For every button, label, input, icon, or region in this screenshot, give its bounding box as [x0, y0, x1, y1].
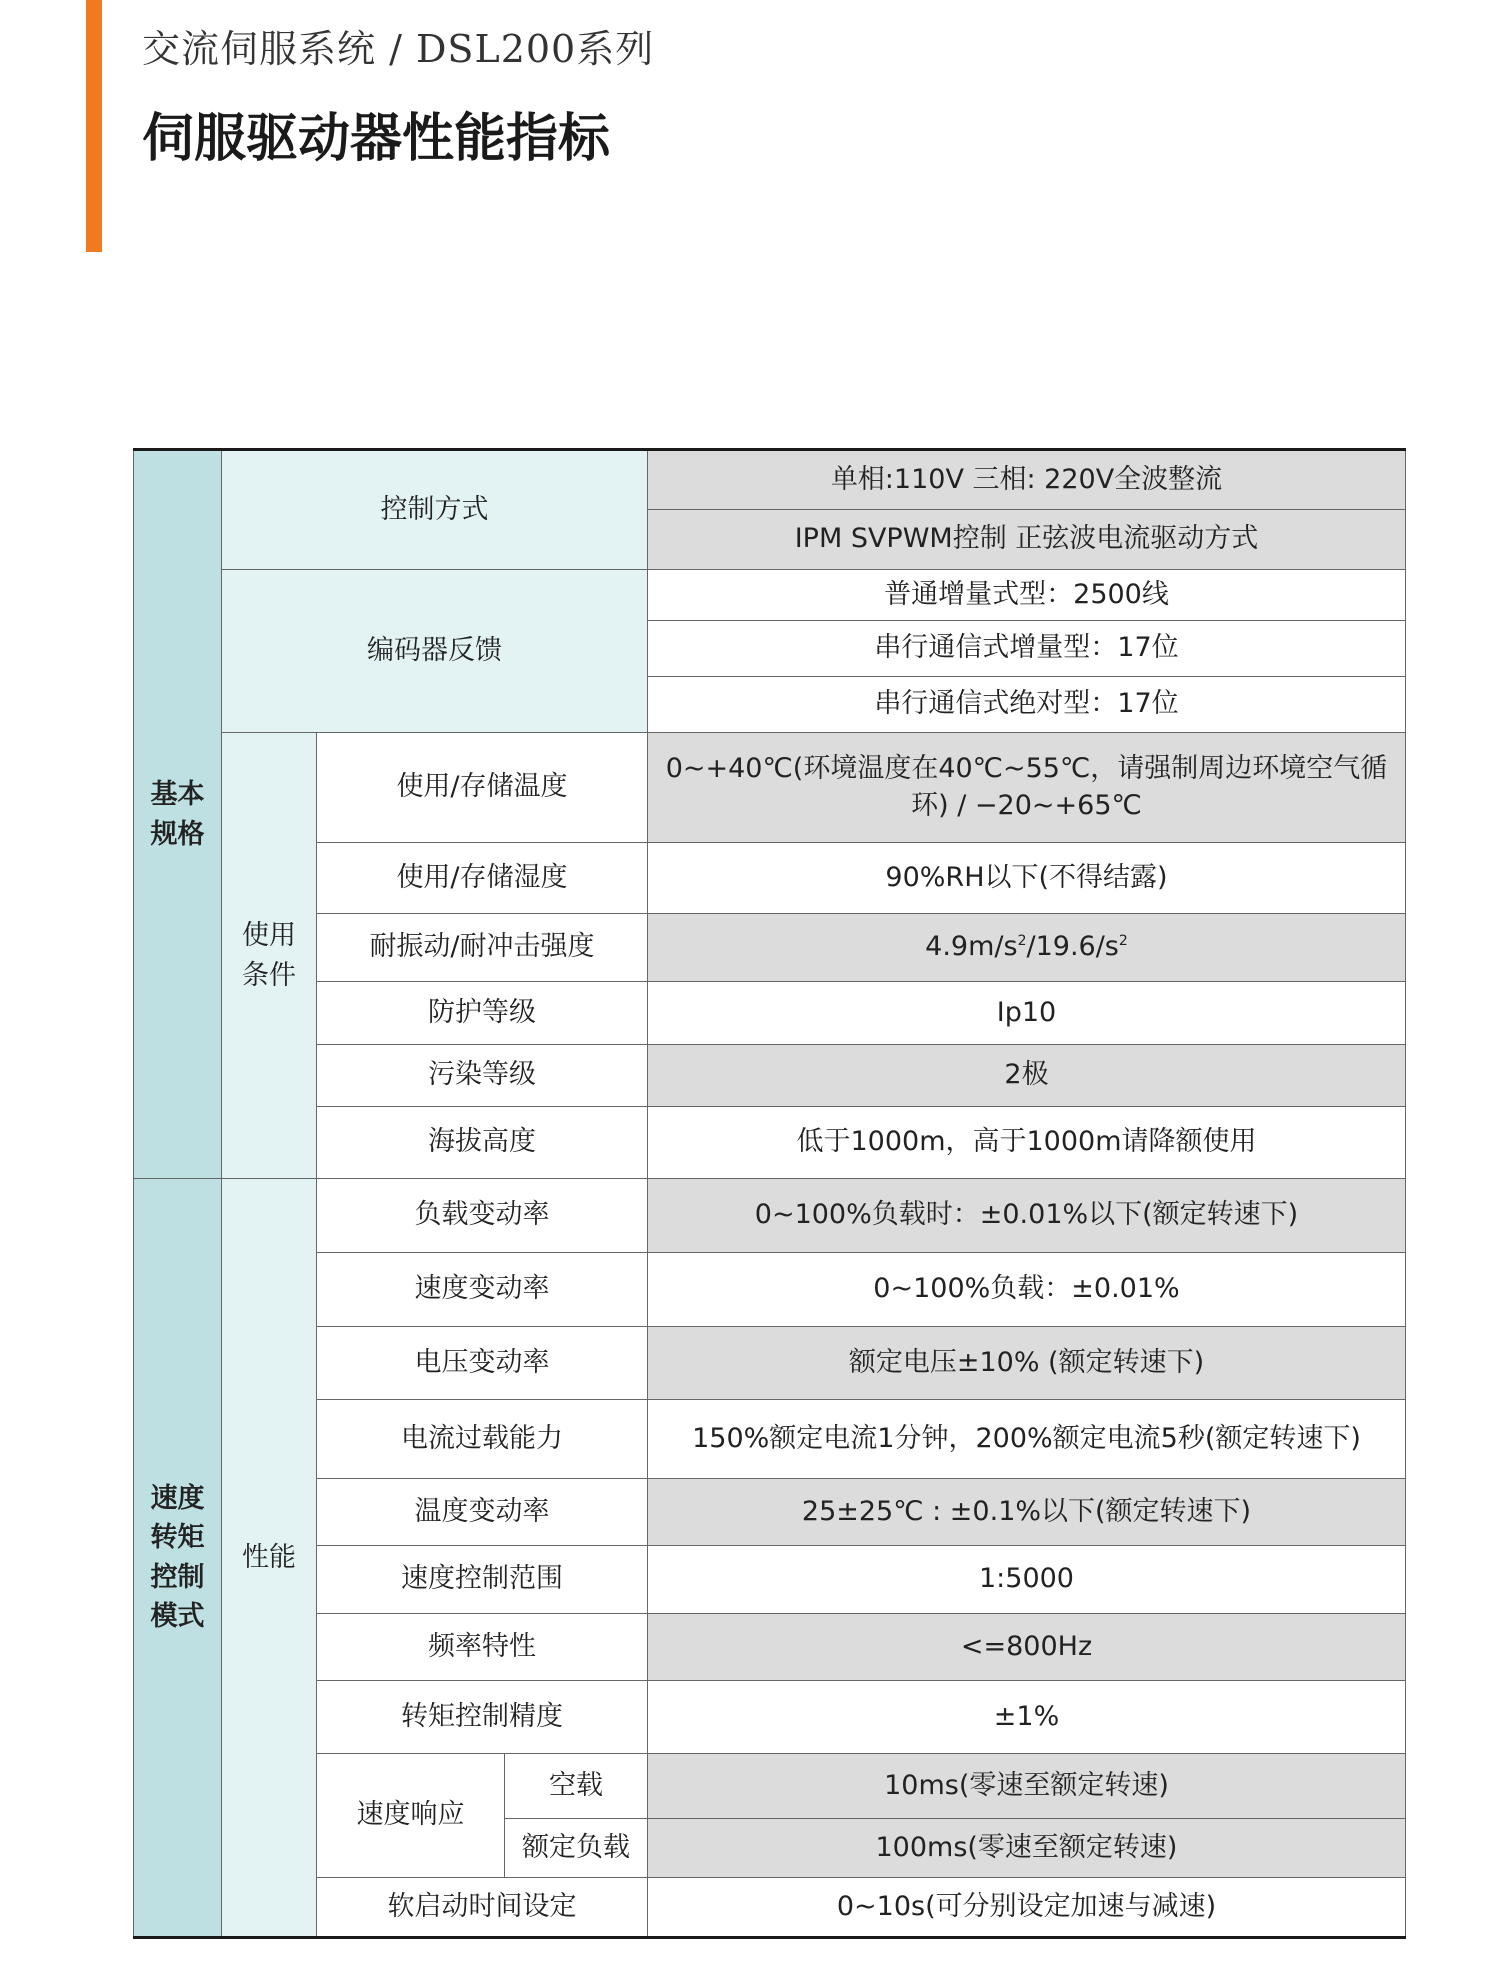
value-cell: 100ms(零速至额定转速) — [648, 1819, 1406, 1878]
item-cell: 速度控制范围 — [317, 1546, 648, 1614]
item-cell: 耐振动/耐冲击强度 — [317, 914, 648, 982]
category-basic-spec: 基本 规格 — [134, 450, 222, 1179]
value-cell: 额定电压±10% (额定转速下) — [648, 1327, 1406, 1400]
table-row — [134, 843, 1406, 914]
value-cell: Ip10 — [648, 982, 1406, 1045]
value-cell: IPM SVPWM控制 正弦波电流驱动方式 — [648, 510, 1406, 570]
value-cell: 串行通信式增量型：17位 — [648, 621, 1406, 677]
item-control-mode: 控制方式 — [222, 450, 648, 570]
subcategory-performance: 性能 — [222, 1179, 317, 1938]
value-cell: $4.9m/s^2/19.6/s^2$ — [648, 914, 1406, 982]
item-cell: 使用/存储温度 — [317, 733, 648, 843]
item-speed-response: 速度响应 — [317, 1754, 505, 1878]
item-cell: 负载变动率 — [317, 1179, 648, 1253]
item-encoder-feedback: 编码器反馈 — [222, 570, 648, 733]
value-cell: 150%额定电流1分钟，200%额定电流5秒(额定转速下) — [648, 1400, 1406, 1479]
table-row — [134, 450, 1406, 510]
value-cell: 25±25℃ : ±0.1%以下(额定转速下) — [648, 1479, 1406, 1546]
value-cell: <=800Hz — [648, 1614, 1406, 1681]
value-cell: 1:5000 — [648, 1546, 1406, 1614]
item-cell: 速度变动率 — [317, 1253, 648, 1327]
value-cell: 0~10s(可分别设定加速与减速) — [648, 1878, 1406, 1938]
value-cell: ±1% — [648, 1681, 1406, 1754]
item-cell: 额定负载 — [505, 1819, 648, 1878]
value-cell: 90%RH以下(不得结露) — [648, 843, 1406, 914]
value-cell: 普通增量式型：2500线 — [648, 570, 1406, 621]
table-row — [134, 1400, 1406, 1479]
value-cell: 0~100%负载：±0.01% — [648, 1253, 1406, 1327]
table-row — [134, 1614, 1406, 1681]
value-cell: 0~+40℃(环境温度在40℃~55℃，请强制周边环境空气循环) / −20~+65℃ — [648, 733, 1406, 843]
spec-table — [133, 448, 1406, 1939]
table-row — [134, 733, 1406, 843]
value-cell: 单相:110V 三相: 220V全波整流 — [648, 450, 1406, 510]
value-cell: 0~100%负载时：±0.01%以下(额定转速下) — [648, 1179, 1406, 1253]
table-row — [134, 1045, 1406, 1107]
table-row — [134, 1546, 1406, 1614]
item-cell: 电压变动率 — [317, 1327, 648, 1400]
series-title: 交流伺服系统 / DSL200系列 — [142, 27, 655, 71]
subcategory-usage-conditions: 使用 条件 — [222, 733, 317, 1179]
item-cell: 海拔高度 — [317, 1107, 648, 1179]
item-cell: 电流过载能力 — [317, 1400, 648, 1479]
item-cell: 温度变动率 — [317, 1479, 648, 1546]
value-cell: 串行通信式绝对型：17位 — [648, 677, 1406, 733]
page-title: 伺服驱动器性能指标 — [142, 109, 611, 169]
category-speed-torque-mode: 速度 转矩 控制 模式 — [134, 1179, 222, 1938]
table-row — [134, 1327, 1406, 1400]
item-cell: 转矩控制精度 — [317, 1681, 648, 1754]
value-cell: 低于1000m，高于1000m请降额使用 — [648, 1107, 1406, 1179]
item-cell: 软启动时间设定 — [317, 1878, 648, 1938]
item-cell: 污染等级 — [317, 1045, 648, 1107]
table-row — [134, 914, 1406, 982]
table-row — [134, 1681, 1406, 1754]
item-cell: 空载 — [505, 1754, 648, 1819]
table-row — [134, 570, 1406, 621]
accent-bar — [86, 0, 102, 252]
table-row — [134, 1878, 1406, 1938]
table-row — [134, 1754, 1406, 1819]
item-cell: 防护等级 — [317, 982, 648, 1045]
table-row — [134, 1107, 1406, 1179]
value-cell: 10ms(零速至额定转速) — [648, 1754, 1406, 1819]
table-row — [134, 1479, 1406, 1546]
table-row — [134, 982, 1406, 1045]
item-cell: 频率特性 — [317, 1614, 648, 1681]
table-row — [134, 1253, 1406, 1327]
table-row — [134, 1179, 1406, 1253]
item-cell: 使用/存储湿度 — [317, 843, 648, 914]
value-cell: 2极 — [648, 1045, 1406, 1107]
